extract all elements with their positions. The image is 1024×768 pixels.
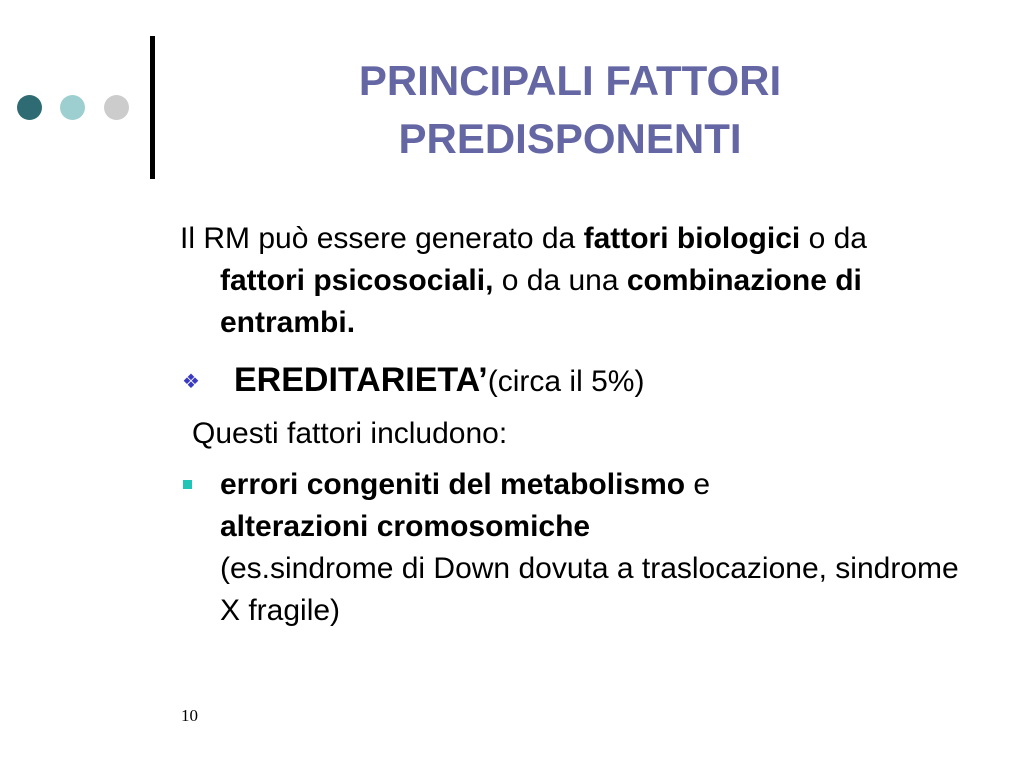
four-diamond-bullet-icon: ❖: [182, 371, 200, 393]
ereditarieta-text: [234, 358, 644, 404]
slide-title: [260, 52, 880, 168]
bullet-text-1: e: [685, 468, 711, 501]
intro-text-3: o da una: [493, 264, 627, 297]
title-divider-line: [150, 36, 155, 179]
slide-body: [180, 218, 960, 632]
intro-paragraph: [180, 218, 960, 344]
square-bullet-icon: [183, 480, 192, 489]
intro-text-1: Il RM può essere generato da: [180, 222, 584, 255]
intro-bold-3: combinazione di entrambi.: [220, 264, 862, 339]
decor-dot-gray: [104, 95, 129, 120]
questi-line: Questi fattori includono:: [192, 417, 508, 450]
ereditarieta-label: EREDITARIETA’: [234, 361, 488, 399]
bullet-bold-2: alterazioni cromosomiche: [220, 510, 591, 543]
intro-text-2: o da: [800, 222, 867, 255]
bullet-item: [180, 464, 960, 632]
ereditarieta-item: [180, 358, 960, 402]
decor-dot-dark: [17, 95, 42, 120]
intro-bold-2: fattori psicosociali,: [220, 264, 494, 297]
slide-title-line1: PRINCIPALI FATTORI: [358, 57, 782, 104]
bullet-text-2: (es.sindrome di Down dovuta a traslocazione, sindrome X fragile): [220, 552, 959, 627]
bullet-bold-1: errori congeniti del metabolismo: [220, 468, 686, 501]
intro-bold-1: fattori biologici: [583, 222, 801, 255]
slide-number: 10: [181, 706, 198, 725]
decor-dot-light: [60, 95, 85, 120]
ereditarieta-percent: (circa il 5%): [487, 365, 645, 398]
slide-title-line2: PREDISPONENTI: [398, 115, 742, 162]
